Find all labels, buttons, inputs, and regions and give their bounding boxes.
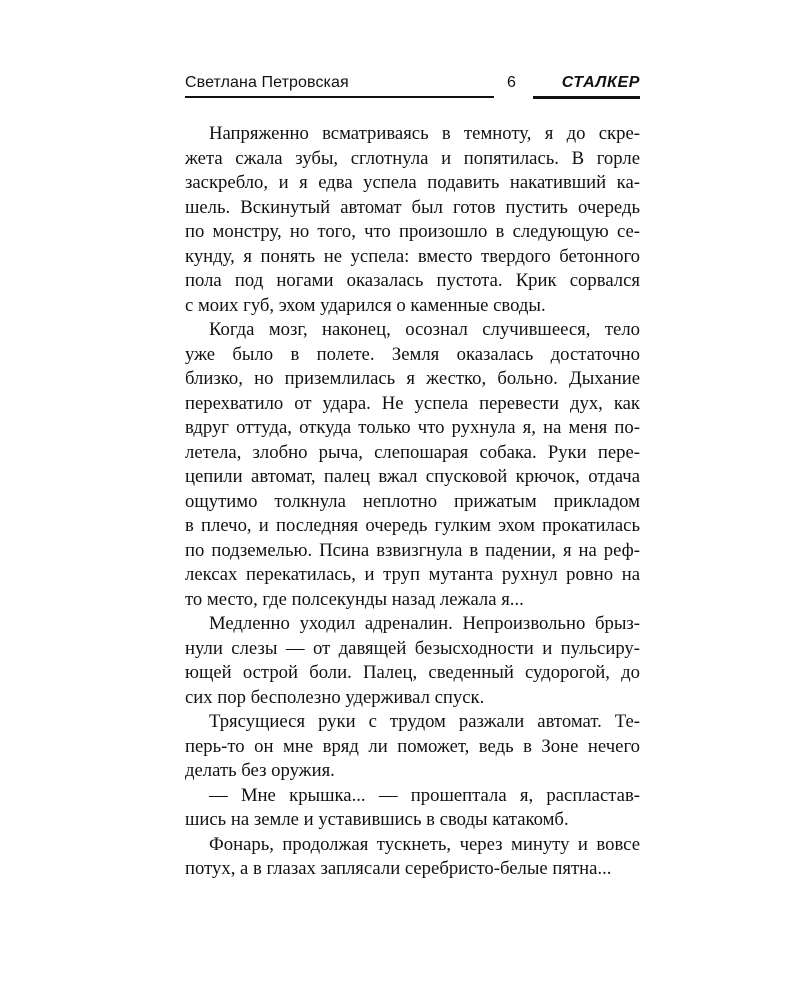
page-number: 6 xyxy=(507,74,516,91)
text-line: Медленно уходил адреналин. Непроизвольно брыз- xyxy=(209,613,640,634)
text-line: Напряженно всматриваясь в темноту, я до скре- xyxy=(209,123,640,144)
text-line: — Мне крышка... — прошептала я, распластав- xyxy=(209,784,640,806)
text-line: по монстру, но того, что произошло в следующую се- xyxy=(185,221,640,242)
text-line: делать без оружия. xyxy=(185,760,335,781)
text-line: сих пор бесполезно удерживал спуск. xyxy=(185,686,485,708)
paragraph-2 xyxy=(185,318,640,612)
text-line: заскребло, и я едва успела подавить накативший ка- xyxy=(185,172,640,193)
text-line: то место, где полсекунды назад лежала я... xyxy=(185,588,524,610)
text-line: летела, злобно рыча, слепошарая собака. Руки пере- xyxy=(185,441,640,463)
text-line: кунду, я понять не успела: вместо твердого бетонного xyxy=(185,245,640,267)
text-line: жета сжала зубы, сглотнула и попятилась. В горле xyxy=(185,147,640,169)
text-line: ощутимо толкнула неплотно прижатым прикладом xyxy=(185,490,640,512)
text-line: перь-то он мне вряд ли поможет, ведь в Зоне нечего xyxy=(185,735,640,757)
body-text xyxy=(185,122,640,882)
series-title: СТАЛКЕР xyxy=(561,74,640,91)
text-line: в плечо, и последняя очередь гулким эхом прокатилась xyxy=(185,515,640,536)
text-line: лексах перекатилась, и труп мутанта рухнул ровно на xyxy=(185,564,640,585)
text-line: нули слезы — от давящей безысходности и пульсиру- xyxy=(185,637,640,659)
paragraph-5 xyxy=(185,784,640,833)
text-line: шель. Вскинутый автомат был готов пустить очередь xyxy=(185,196,640,218)
text-line: по подземелью. Псина взвизгнула в падении, я на реф- xyxy=(185,539,640,561)
text-line: шись на земле и уставившись в своды катакомб. xyxy=(185,809,569,830)
header-rule-right xyxy=(533,96,640,99)
text-line: пола под ногами оказалась пустота. Крик сорвался xyxy=(185,270,640,291)
header-rule-left xyxy=(185,96,494,98)
paragraph-3 xyxy=(185,612,640,710)
text-line: потух, а в глазах заплясали серебристо-белые пятна... xyxy=(185,858,612,879)
text-line: вдруг оттуда, откуда только что рухнула я, на меня по- xyxy=(185,417,640,438)
running-header xyxy=(185,74,640,100)
text-line: перехватило от удара. Не успела перевести дух, как xyxy=(185,392,640,414)
text-line: ющей острой боли. Палец, сведенный судорогой, до xyxy=(185,662,640,683)
paragraph-6 xyxy=(185,833,640,882)
text-line: цепили автомат, палец вжал спусковой крючок, отдача xyxy=(185,466,640,487)
author-name: Светлана Петровская xyxy=(185,74,349,91)
text-line: близко, но приземлилась я жестко, больно. Дыхание xyxy=(185,368,640,389)
text-line: Трясущиеся руки с трудом разжали автомат. Те- xyxy=(209,711,640,732)
text-line: с моих губ, эхом ударился о каменные своды. xyxy=(185,294,546,316)
paragraph-4 xyxy=(185,710,640,784)
text-line: Фонарь, продолжая тускнеть, через минуту и вовсе xyxy=(209,833,640,855)
text-line: уже было в полете. Земля оказалась достаточно xyxy=(185,343,640,365)
text-line: Когда мозг, наконец, осознал случившееся, тело xyxy=(209,319,640,340)
paragraph-1 xyxy=(185,122,640,318)
